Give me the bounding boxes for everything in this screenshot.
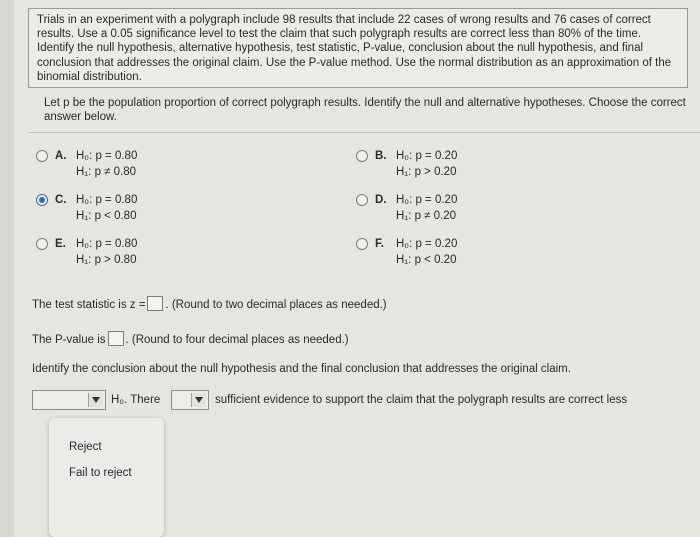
- null-decision-select[interactable]: [32, 390, 106, 410]
- p-value-hint: . (Round to four decimal places as needed.): [125, 334, 349, 346]
- choice-c-null: H₀: p = 0.80: [76, 194, 138, 206]
- chevron-down-icon[interactable]: [191, 393, 206, 407]
- choice-a-alt: H₁: p ≠ 0.80: [76, 166, 137, 178]
- choice-d-letter: D.: [375, 194, 387, 206]
- choice-e-alt: H₁: p > 0.80: [76, 254, 137, 266]
- choice-c[interactable]: [36, 193, 236, 227]
- conclusion-prompt-text: Identify the conclusion about the null hypothesis and the final conclusion that addresses the original claim.: [32, 363, 571, 375]
- choice-f-letter: F.: [375, 238, 384, 250]
- chevron-down-icon[interactable]: [88, 393, 103, 407]
- choice-e-null: H₀: p = 0.80: [76, 238, 138, 250]
- choice-a-null: H₀: p = 0.80: [76, 150, 138, 162]
- question-prompt-text: Let p be the population proportion of correct polygraph results. Identify the null and alternative hypotheses. Choose the correct answer below.: [44, 97, 686, 123]
- page: [14, 0, 700, 537]
- choice-f-null: H₀: p = 0.20: [396, 238, 458, 250]
- choice-e[interactable]: [36, 237, 236, 271]
- choice-b-letter: B.: [375, 150, 387, 162]
- dropdown-option-fail-to-reject[interactable]: Fail to reject: [69, 467, 132, 479]
- p-value-line: [32, 331, 349, 346]
- radio-e[interactable]: [36, 238, 48, 250]
- problem-statement: [28, 8, 688, 88]
- choice-c-letter: C.: [55, 194, 67, 206]
- conclusion-tail: [215, 394, 627, 406]
- test-statistic-label: The test statistic is z =: [32, 299, 146, 311]
- radio-a[interactable]: [36, 150, 48, 162]
- choice-d-alt: H₁: p ≠ 0.20: [396, 210, 457, 222]
- choice-b[interactable]: [356, 149, 556, 183]
- radio-c[interactable]: [36, 194, 48, 206]
- problem-text: Trials in an experiment with a polygraph include 98 results that include 22 cases of wrong results and 76 cases of correct results. Use a 0.05 significance level to test the claim that such polygraph results are correct less than 80% of the time. Identify the null hypothesis, alternative hypothesis, test statistic, P-value, conclusion about the null hypothesis, and final conclusion that addresses the original claim. Use the P-value method. Use the normal distribution as an approximation of the binomial distribution.: [37, 14, 672, 83]
- question-prompt: [44, 96, 699, 124]
- conclusion-mid: [111, 394, 160, 406]
- conclusion-mid-text: H₀. There: [111, 394, 161, 406]
- choice-a[interactable]: [36, 149, 236, 183]
- choice-e-letter: E.: [55, 238, 66, 250]
- choice-b-null: H₀: p = 0.20: [396, 150, 458, 162]
- p-value-label: The P-value is: [32, 334, 106, 346]
- choice-c-alt: H₁: p < 0.80: [76, 210, 137, 222]
- choice-a-letter: A.: [55, 150, 67, 162]
- dropdown-option-reject[interactable]: Reject: [69, 441, 102, 453]
- radio-b[interactable]: [356, 150, 368, 162]
- null-decision-dropdown: [49, 418, 164, 537]
- choice-b-alt: H₁: p > 0.20: [396, 166, 457, 178]
- choice-f[interactable]: [356, 237, 556, 271]
- choice-f-alt: H₁: p < 0.20: [396, 254, 457, 266]
- radio-d[interactable]: [356, 194, 368, 206]
- test-statistic-line: [32, 296, 387, 311]
- test-statistic-hint: . (Round to two decimal places as needed.): [165, 299, 387, 311]
- radio-f[interactable]: [356, 238, 368, 250]
- choice-d-null: H₀: p = 0.20: [396, 194, 458, 206]
- p-value-input[interactable]: [108, 331, 124, 346]
- conclusion-prompt: [32, 363, 571, 375]
- evidence-select[interactable]: [171, 390, 209, 410]
- divider: [28, 132, 700, 133]
- test-statistic-input[interactable]: [147, 296, 163, 311]
- choice-d[interactable]: [356, 193, 556, 227]
- conclusion-tail-text: sufficient evidence to support the claim that the polygraph results are correct less: [215, 394, 628, 406]
